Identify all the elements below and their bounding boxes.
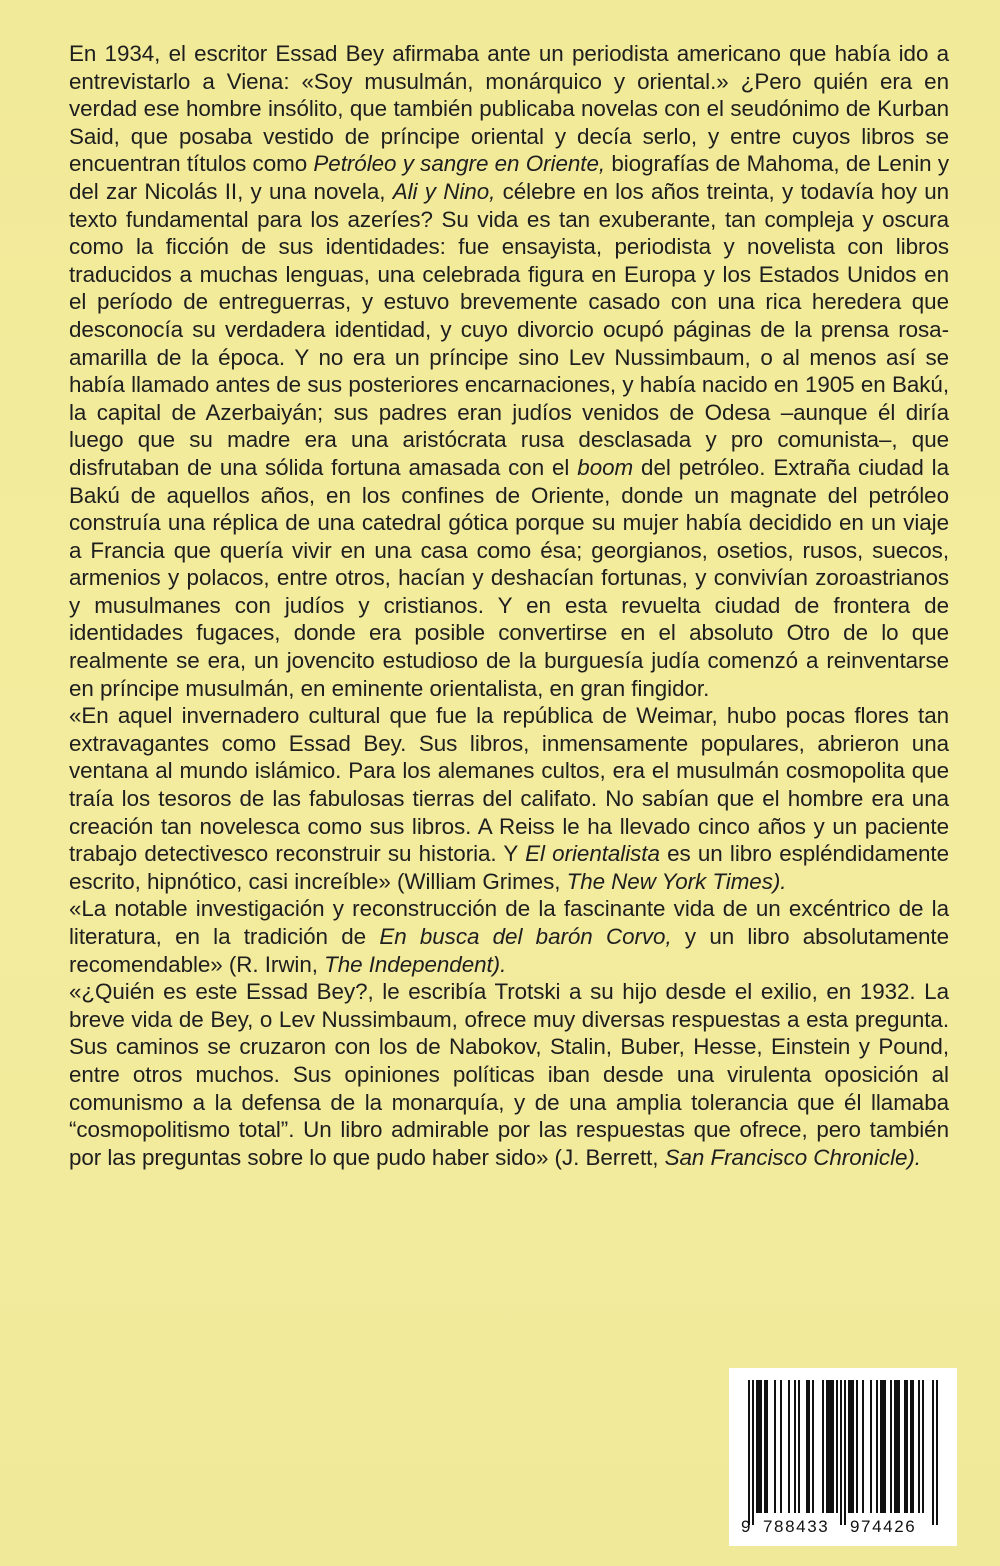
body-text: biografías de Mahoma, de Lenin y del zar Nicolás II, y una novela, [69, 151, 949, 204]
barcode-guard-bar [752, 1380, 754, 1525]
body-text: es un libro espléndidamente escrito, hipnótico, casi increíble» (William Grimes, [69, 841, 949, 894]
barcode-guard-bar [844, 1380, 846, 1525]
barcode-bar [812, 1380, 814, 1513]
blurb-paragraph-2 [69, 702, 949, 895]
barcode-bar [862, 1380, 864, 1513]
barcode-bar [898, 1380, 900, 1513]
body-text: «La notable investigación y reconstrucción de la fascinante vida de un excéntrico de la literatura, en la tradición de [69, 896, 949, 949]
body-text: y un libro absolutamente recomendable» (R. Irwin, [69, 924, 949, 977]
barcode-bar [904, 1380, 906, 1513]
barcode-bar [794, 1380, 796, 1513]
barcode-guard-bar [840, 1380, 842, 1525]
barcode-bar [756, 1380, 758, 1513]
back-cover-blurb [69, 40, 949, 1171]
barcode-bar [830, 1380, 832, 1513]
barcode-bar [896, 1380, 898, 1513]
barcode-bar [766, 1380, 768, 1513]
barcode-bar [828, 1380, 830, 1513]
barcode-guard-bar [748, 1380, 750, 1525]
body-text: «¿Quién es este Essad Bey?, le escribía Trotski a su hijo desde el exilio, en 1932. La breve vida de Bey, o Lev Nussimbaum, ofrece muy diversas respuestas a esta pregunta. Sus caminos se cruzaron con los de Nabokov, Stalin, Buber, Hesse, Einstein y Pound, entre otros muchos. Sus opiniones políticas iban desde una virulenta oposición al comunismo a la defensa de la monarquía, y de una amplia tolerancia que él llamaba “cosmopolitismo total”. Un libro admirable por las respuestas que ofrece, pero también por las preguntas sobre lo que pudo haber sido» (J. Berrett, [69, 979, 949, 1170]
body-text: célebre en los años treinta, y todavía hoy un texto fundamental para los azeríes? Su vida es tan exuberante, tan compleja y oscura como la ficción de sus identidades: fue ensayista, periodista y novelista con libros traducidos a muchas lenguas, una celebrada figura en Europa y los Estados Unidos en el período de entreguerras, y estuvo brevemente casado con una rica heredera que desconocía su verdadera identidad, y cuyo divorcio ocupó páginas de la prensa rosa-amarilla de la época. Y no era un príncipe sino Lev Nussimbaum, o al menos así se había llamado antes de sus posteriores encarnaciones, y había nacido en 1905 en Bakú, la capital de Azerbaiyán; sus padres eran judíos venidos de Odesa –aunque él diría luego que su madre era una aristócrata rusa desclasada y pro comunista–, que disfrutaban de una sólida fortuna amasada con el [69, 178, 950, 480]
body-text: «En aquel invernadero cultural que fue la república de Weimar, hubo pocas flores tan extravagantes como Essad Bey. Sus libros, inmensamente populares, abrieron una ventana al mundo islámico. Para los alemanes cultos, era el musulmán cosmopolita que traía los tesoros de las fabulosas tierras del califato. No sabían que el hombre era una creación tan novelesca como sus libros. A Reiss le ha llevado cinco años y un paciente trabajo detectivesco reconstruir su historia. Y [69, 703, 949, 867]
barcode-bar [852, 1380, 854, 1513]
barcode-bar [832, 1380, 834, 1513]
italic-title-text: boom [577, 454, 634, 480]
italic-title-text: El orientalista [525, 841, 660, 867]
barcode-bar [894, 1380, 896, 1513]
barcode-bar [890, 1380, 892, 1513]
barcode-bar [912, 1380, 914, 1513]
blurb-paragraph-3 [69, 895, 949, 978]
barcode-bar [758, 1380, 760, 1513]
italic-title-text: En busca del barón Corvo, [379, 924, 672, 949]
isbn-left-digits: 788433 [763, 1517, 830, 1536]
barcode-bar [774, 1380, 776, 1513]
barcode-guard-bar [936, 1380, 938, 1525]
isbn-first-digit: 9 [741, 1517, 751, 1536]
barcode-bar [910, 1380, 912, 1513]
barcode-bar [798, 1380, 800, 1513]
barcode-bar [788, 1380, 790, 1513]
barcode-bar [822, 1380, 824, 1513]
barcode-bar [906, 1380, 908, 1513]
italic-title-text: San Francisco Chronicle). [664, 1144, 921, 1170]
barcode-bar [850, 1380, 852, 1513]
barcode-bar [826, 1380, 828, 1513]
blurb-paragraph-4 [69, 978, 949, 1171]
body-text: En 1934, el escritor Essad Bey afirmaba ante un periodista americano que había ido a entrevistarlo a Viena: «Soy musulmán, monárquico y oriental.» ¿Pero quién era en verdad ese hombre insólito, que también publicaba novelas con el seudónimo de Kurban Said, que posaba vestido de príncipe oriental y decía serlo, y entre cuyos libros se encuentran títulos como [69, 41, 949, 177]
body-text: del petróleo. Extraña ciudad la Bakú de aquellos años, en los confines de Oriente, donde un magnate del petróleo construía una réplica de una catedral gótica porque su mujer había decidido en un viaje a Francia que quería vivir en una casa como ésa; georgianos, osetios, rusos, suecos, armenios y polacos, entre otros, hacían y deshacían fortunas, y convivían zoroastrianos y musulmanes con judíos y cristianos. Y en esta revuelta ciudad de frontera de identidades fugaces, donde era posible convertirse en el absoluto Otro de lo que realmente se era, un jovencito estudioso de la burguesía judía comenzó a reinventarse en príncipe musulmán, en eminente orientalista, en gran fingidor. [69, 454, 949, 701]
italic-title-text: The Independent). [324, 951, 507, 977]
barcode-bar [780, 1380, 782, 1513]
barcode-bar [918, 1380, 920, 1513]
barcode-bar [922, 1380, 924, 1513]
isbn-right-digits: 974426 [850, 1517, 917, 1536]
barcode-bar [880, 1380, 882, 1513]
barcode-bar [882, 1380, 884, 1513]
barcode-bar [806, 1380, 808, 1513]
barcode-bar [876, 1380, 878, 1513]
blurb-paragraph-1 [69, 40, 949, 702]
barcode-bar [836, 1380, 838, 1513]
barcode-bar [848, 1380, 850, 1513]
italic-title-text: Ali y Nino, [392, 178, 496, 204]
italic-title-text: Petróleo y sangre en Oriente, [313, 151, 606, 177]
isbn-barcode [729, 1368, 957, 1546]
isbn-number [729, 1513, 957, 1539]
barcode-bar [808, 1380, 810, 1513]
barcode-bar [760, 1380, 762, 1513]
barcode-guard-bar [932, 1380, 934, 1525]
barcode-bar [764, 1380, 766, 1513]
italic-title-text: The New York Times). [566, 868, 787, 894]
barcode-bar [884, 1380, 886, 1513]
barcode-bar [870, 1380, 872, 1513]
barcode-bar [856, 1380, 858, 1513]
